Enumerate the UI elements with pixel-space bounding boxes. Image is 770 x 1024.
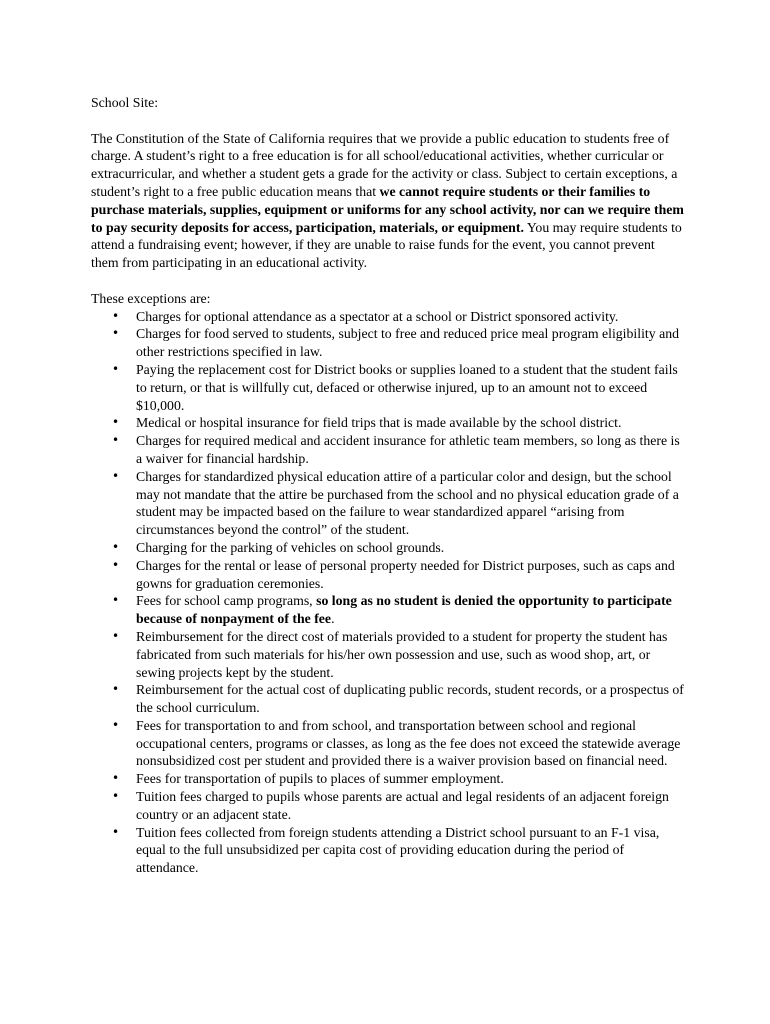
intro-text-part2: You may require students to attend a fundraising event; however, if they are unable to raise funds for the event, you cannot prevent them from participating in an educational activity. <box>91 219 682 271</box>
exception-item: • Tuition fees collected from foreign students attending a District school pursuant to an F-1 visa, equal to the full unsubsidized per capita cost of providing education during the period of attendance. <box>112 824 660 876</box>
bullet-icon: • <box>112 468 120 483</box>
exception-item: • Charges for food served to students, subject to free and reduced price meal program eligibility and other restrictions specified in law. <box>112 326 680 360</box>
bullet-icon: • <box>112 539 120 554</box>
exception-item: • Charges for the rental or lease of personal property needed for District purposes, such as caps and gowns for graduation ceremonies. <box>112 557 675 591</box>
bullet-icon: • <box>112 682 120 697</box>
exceptions-heading: These exceptions are: <box>91 290 211 306</box>
school-site-label: School Site: <box>91 95 159 110</box>
bullet-icon: • <box>112 824 120 839</box>
intro-bold-statement: we cannot require students or their families to purchase materials, supplies, equipment or uniforms for any school activity, nor can we require them to pay security deposits for access, participation, materials, or equipment. <box>91 183 684 235</box>
exception-item: • Charging for the parking of vehicles on school grounds. <box>112 539 445 555</box>
bullet-icon: • <box>112 433 120 448</box>
exception-item: • Fees for transportation to and from school, and transportation between school and regional occupational centers, programs or classes, as long as the fee does not exceed the statewide average nonsubsidized cost per student and provided there is a waiver provision based on financial need. <box>112 717 681 769</box>
bullet-icon: • <box>112 415 120 430</box>
exceptions-list <box>91 308 685 878</box>
exception-item: • Paying the replacement cost for District books or supplies loaned to a student that the student fails to return, or that is willfully cut, defaced or otherwise injured, up to an amount not to exceed $10,000. <box>112 361 678 413</box>
exception-item: • Reimbursement for the actual cost of duplicating public records, student records, or a prospectus of the school curriculum. <box>112 682 684 716</box>
intro-text-part1: The Constitution of the State of California requires that we provide a public education to students free of charge. A student’s right to a free education is for all school/educational activities, whether curricular or extracurricular, and whether a student gets a grade for the activity or class. Subject to certain exceptions, a student’s right to a free public education means that <box>91 130 678 199</box>
bullet-icon: • <box>112 717 120 732</box>
bullet-icon: • <box>112 593 120 608</box>
exception-item: • Tuition fees charged to pupils whose parents are actual and legal residents of an adjacent foreign country or an adjacent state. <box>112 789 669 822</box>
bullet-icon: • <box>112 308 120 323</box>
intro-paragraph <box>91 130 685 272</box>
bullet-icon: • <box>112 789 120 804</box>
bullet-icon: • <box>112 557 120 572</box>
bullet-icon: • <box>112 771 120 786</box>
exception-bold-condition: so long as no student is denied the opportunity to participate because of nonpayment of the fee <box>136 593 672 627</box>
bullet-icon: • <box>112 628 120 643</box>
document-page <box>91 94 685 877</box>
exception-item: • Reimbursement for the direct cost of materials provided to a student for property the student has fabricated from such materials for his/her own possession and use, such as wood shop, art, or sewing projects kept by the student. <box>112 628 668 680</box>
exception-item: • Medical or hospital insurance for field trips that is made available by the school district. <box>112 415 622 431</box>
exception-item: • Charges for standardized physical education attire of a particular color and design, but the school may not mandate that the attire be purchased from the school and no physical education grade of a student may be impacted based on the failure to wear standardized apparel “arising from circumstances beyond the control” of the student. <box>112 468 679 538</box>
bullet-icon: • <box>112 361 120 376</box>
bullet-icon: • <box>112 326 120 341</box>
exception-item: • Fees for school camp programs, so long as no student is denied the opportunity to participate because of nonpayment of the fee. <box>112 593 672 627</box>
exception-item: • Charges for optional attendance as a spectator at a school or District sponsored activity. <box>112 308 619 324</box>
exception-item: • Charges for required medical and accident insurance for athletic team members, so long as there is a waiver for financial hardship. <box>112 433 680 466</box>
exception-item: • Fees for transportation of pupils to places of summer employment. <box>112 771 504 787</box>
